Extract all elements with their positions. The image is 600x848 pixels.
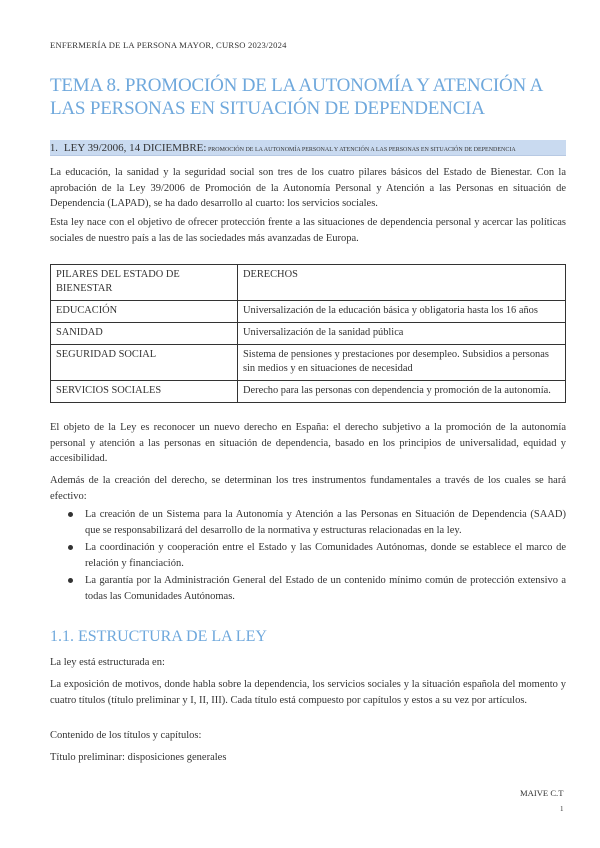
- list-item: [50, 540, 566, 571]
- table-header-cell: DERECHOS: [238, 265, 566, 301]
- table-row: [51, 345, 566, 381]
- paragraph-objective: Esta ley nace con el objetivo de ofrecer protección frente a las situaciones de dependencia personal y acercar las políticas sociales de nuestro país a las de las sociedades más avanzadas de Europa.: [50, 217, 566, 244]
- table-cell: SERVICIOS SOCIALES: [51, 381, 238, 403]
- footer-author: MAIVE C.T: [520, 788, 564, 798]
- bullet-icon: [68, 545, 73, 550]
- running-header: ENFERMERÍA DE LA PERSONA MAYOR, CURSO 2023/2024: [50, 40, 287, 50]
- section-main-title: LEY 39/2006, 14 DICIEMBRE:: [63, 142, 207, 154]
- table-header-cell: PILARES DEL ESTADO DE BIENESTAR: [51, 265, 238, 301]
- pillars-table: [50, 264, 566, 403]
- paragraph-exposition: La exposición de motivos, donde habla sobre la dependencia, los servicios sociales y la situación española del momento y cuatro títulos (título preliminar y I, II, III). Cada título está compuesto por capítulos y estos a su vez por artículos.: [50, 679, 566, 706]
- page-title: TEMA 8. PROMOCIÓN DE LA AUTONOMÍA Y ATENCIÓN A LAS PERSONAS EN SITUACIÓN DE DEPENDENCIA: [50, 75, 543, 119]
- bullet-icon: [68, 512, 73, 517]
- section-heading: [50, 140, 566, 156]
- list-item: [50, 507, 566, 538]
- list-item-text: La creación de un Sistema para la Autonomía y Atención a las Personas en Situación de Dependencia (SAAD) que se responsabilizará del desarrollo de la normativa y estructuras relacionadas en la ley.: [85, 509, 566, 536]
- subsection-title: 1.1. ESTRUCTURA DE LA LEY: [50, 628, 267, 645]
- section-number: 1.: [50, 143, 58, 154]
- table-cell: SEGURIDAD SOCIAL: [51, 345, 238, 381]
- list-item-text: La garantía por la Administración General del Estado de un contenido mínimo común de protección extensivo a todas las Comunidades Autónomas.: [85, 575, 566, 602]
- table-cell: Universalización de la sanidad pública: [238, 323, 566, 345]
- paragraph-preliminary: Título preliminar: disposiciones generales: [50, 752, 227, 763]
- table-cell: EDUCACIÓN: [51, 301, 238, 323]
- paragraph-contents: Contenido de los títulos y capítulos:: [50, 730, 202, 741]
- table-row: [51, 301, 566, 323]
- paragraph-intro: La educación, la sanidad y la seguridad social son tres de los cuatro pilares básicos del Estado de Bienestar. Con la aprobación de la Ley 39/2006 de Promoción de la Autonomía Personal y Atención a las Personas en situación de Dependencia (LAPAD), se ha dado desarrollo al cuarto: los servicios sociales.: [50, 167, 566, 209]
- paragraph-instruments-intro: Además de la creación del derecho, se determinan los tres instrumentos fundamentales a través de los cuales se hará efectivo:: [50, 475, 566, 502]
- table-cell: Derecho para las personas con dependencia y promoción de la autonomía.: [238, 381, 566, 403]
- paragraph-law-object: El objeto de la Ley es reconocer un nuevo derecho en España: el derecho subjetivo a la promoción de la autonomía personal y atención a las personas en situación de dependencia, basado en los principios de universalidad, equidad y accesibilidad.: [50, 422, 566, 464]
- table-cell: Sistema de pensiones y prestaciones por desempleo. Subsidios a personas sin medios y en situaciones de necesidad: [238, 345, 566, 381]
- table-cell: SANIDAD: [51, 323, 238, 345]
- bullet-icon: [68, 578, 73, 583]
- page-number: 1: [560, 805, 564, 813]
- paragraph-structure: La ley está estructurada en:: [50, 657, 165, 668]
- list-item: [50, 573, 566, 604]
- table-row: [51, 323, 566, 345]
- table-cell: Universalización de la educación básica y obligatoria hasta los 16 años: [238, 301, 566, 323]
- table-row: [51, 381, 566, 403]
- section-subtitle: PROMOCIÓN DE LA AUTONOMÍA PERSONAL Y ATENCIÓN A LAS PERSONAS EN SITUACIÓN DE DEPENDENCIA: [206, 147, 516, 153]
- instruments-list: [50, 507, 566, 606]
- table-header-row: [51, 265, 566, 301]
- list-item-text: La coordinación y cooperación entre el Estado y las Comunidades Autónomas, donde se establece el marco de relación y financiación.: [85, 542, 566, 569]
